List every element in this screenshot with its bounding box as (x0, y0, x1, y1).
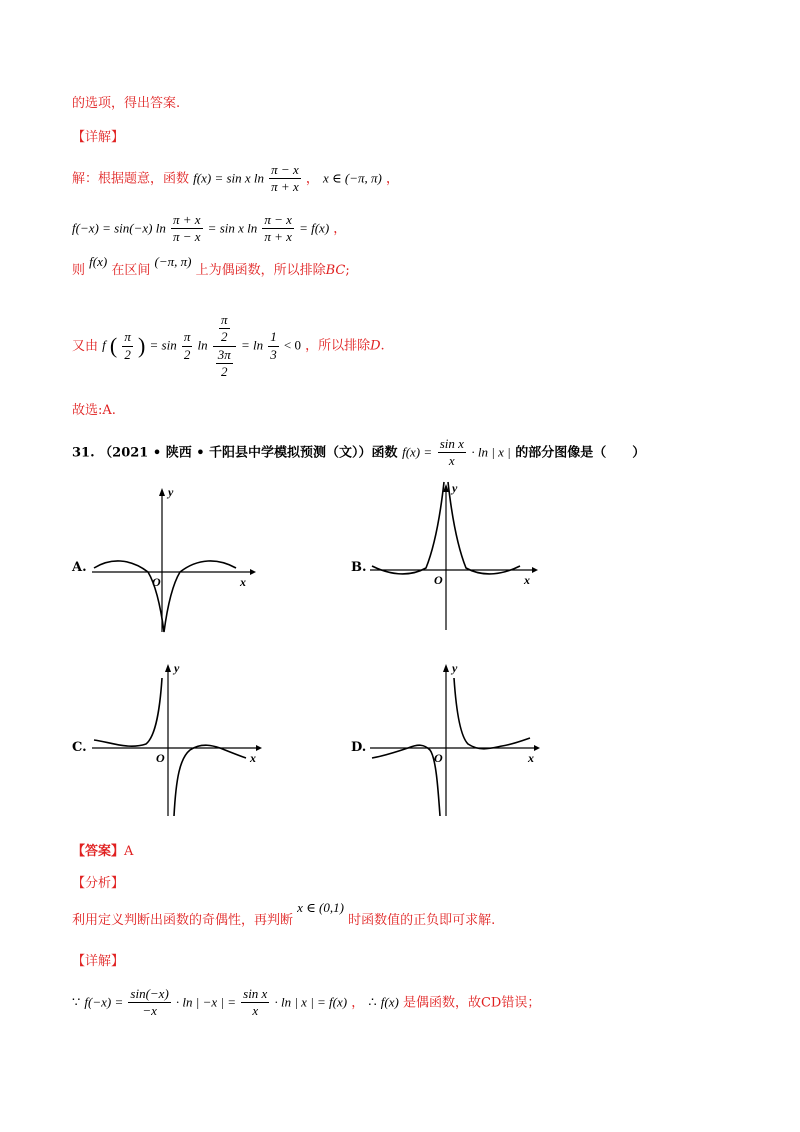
solution-line-3 (72, 254, 350, 279)
detail-mid-2: · ln | x | = f(x) (274, 994, 348, 1010)
fraction (241, 986, 269, 1020)
y-label: y (168, 485, 174, 499)
function-curve (372, 678, 530, 816)
question-stem-end: 的部分图像是（ ） (515, 445, 646, 461)
analysis-condition: x ∈ (0,1) (297, 900, 344, 915)
fraction (122, 329, 133, 363)
denominator: 2 (221, 363, 228, 379)
detail-mid-1: · ln | −x | = (175, 994, 236, 1010)
comma: ， (351, 995, 365, 1011)
option-c-label: C. (72, 740, 87, 755)
sin-part: = sin (149, 337, 177, 353)
then-word: 则 (72, 263, 86, 278)
denominator: x (448, 453, 455, 469)
origin-label: O (434, 751, 443, 765)
y-arrow (443, 664, 449, 672)
y-label: y (174, 661, 180, 675)
comma: ， (333, 221, 347, 237)
function-lhs: f(x) = (402, 444, 433, 460)
solution-line-1-prefix: 解：根据题意，函数 (72, 171, 190, 187)
interval-word: 在区间 (111, 263, 151, 278)
function-definition: f(x) = sin x ln (193, 170, 265, 186)
graph-option-c (90, 658, 265, 820)
denominator: 3 (270, 346, 277, 362)
x-label: x (240, 575, 246, 589)
denominator: −x (142, 1003, 157, 1019)
numerator: 1 (268, 329, 279, 346)
fraction (269, 162, 301, 196)
answer-label: 【答案】 (72, 844, 125, 859)
even-check-lhs: f(−x) = sin(−x) ln (72, 220, 166, 236)
fraction (128, 986, 170, 1020)
left-paren: ( (109, 332, 118, 358)
numerator: π (182, 329, 193, 346)
graph-option-b (368, 478, 543, 633)
fraction (262, 212, 294, 246)
x-label: x (524, 573, 530, 587)
denominator: π + x (271, 179, 299, 195)
even-check-mid: = sin x ln (207, 220, 258, 236)
y-arrow (165, 664, 171, 672)
excluded-options: BC (325, 263, 346, 278)
origin-label: O (434, 573, 443, 587)
question-number: 31. (72, 445, 95, 461)
y-arrow (159, 488, 165, 496)
inner-fraction (219, 312, 230, 346)
function-fx: f(x) (380, 994, 399, 1010)
denominator: π + x (264, 229, 292, 245)
analysis-post: 时函数值的正负即可求解. (348, 913, 496, 928)
ln-part: ln (197, 337, 208, 353)
origin-label: O (156, 751, 165, 765)
numerator (213, 312, 236, 347)
analysis-line (72, 900, 496, 929)
therefore-symbol: ∴ (368, 994, 377, 1010)
function-curve (94, 678, 246, 816)
comma: ， (305, 171, 319, 187)
detail-conclusion: 是偶函数，故CD错误； (402, 995, 541, 1011)
denominator: 2 (221, 329, 228, 345)
option-d-label: D. (351, 740, 367, 755)
even-check-rhs: = f(x) (299, 220, 330, 236)
numerator: sin x (241, 986, 269, 1003)
analysis-pre: 利用定义判断出函数的奇偶性，再判断 (72, 913, 294, 928)
question-source: （2021 • 陕西 • 千阳县中学模拟预测（文））函数 (99, 445, 398, 461)
numerator: π + x (171, 212, 203, 229)
x-label: x (250, 751, 256, 765)
question-31 (72, 436, 645, 470)
numerator: π − x (269, 162, 301, 179)
numerator: 3π (216, 347, 233, 364)
because-symbol: ∵ (72, 994, 81, 1010)
domain: x ∈ (−π, π) (323, 170, 382, 186)
compound-fraction (213, 312, 236, 380)
denominator: x (252, 1003, 259, 1019)
ln-part: = ln (240, 337, 264, 353)
right-paren: ) (138, 332, 146, 358)
detail-lhs: f(−x) = (84, 994, 124, 1010)
choice-line: 故选:A. (72, 403, 116, 418)
detail-line (72, 986, 540, 1020)
numerator: sin x (438, 436, 466, 453)
answer-line (72, 844, 133, 860)
inner-fraction (216, 347, 233, 381)
denominator: π − x (172, 229, 201, 245)
even-conclusion: 上为偶函数，所以排除 (195, 263, 326, 278)
solution-line-4 (72, 312, 385, 380)
semicolon: ; (345, 263, 350, 278)
fraction (268, 329, 279, 363)
numerator: π (122, 329, 133, 346)
x-arrow (250, 569, 256, 575)
y-label: y (452, 481, 458, 495)
denominator: 2 (183, 346, 191, 362)
numerator: sin(−x) (128, 986, 170, 1003)
numerator: π − x (262, 212, 294, 229)
interval: (−π, π) (154, 254, 192, 269)
inequality: < 0 (283, 337, 301, 353)
comma: ， (386, 171, 400, 187)
detail-heading-1: 【详解】 (72, 130, 125, 145)
origin-label: O (152, 575, 161, 589)
option-a-label: A. (72, 560, 87, 575)
y-label: y (452, 661, 458, 675)
denominator (213, 347, 236, 381)
solution-line-2 (72, 212, 346, 246)
fraction (182, 329, 193, 363)
function-tail: · ln | x | (471, 444, 511, 460)
graph-option-d (368, 658, 543, 820)
intro-line: 的选项，得出答案. (72, 96, 181, 111)
exclusion-text: ，所以排除 (305, 338, 371, 354)
x-label: x (528, 751, 534, 765)
detail-heading-2: 【详解】 (72, 954, 125, 969)
graph-option-a (90, 482, 260, 637)
excluded-option: D (370, 338, 381, 354)
function-f: f (102, 337, 106, 353)
x-arrow (532, 567, 538, 573)
function-fx: f(x) (89, 254, 108, 269)
x-arrow (256, 745, 262, 751)
solution-line-1 (72, 162, 399, 196)
x-arrow (534, 745, 540, 751)
option-b-label: B. (351, 560, 367, 575)
numerator: π (219, 312, 230, 329)
analysis-label: 【分析】 (72, 876, 125, 891)
period: . (380, 338, 385, 354)
also-word: 又由 (72, 338, 99, 354)
fraction (438, 436, 466, 470)
denominator: 2 (124, 346, 131, 362)
fraction (171, 212, 203, 246)
answer-value: A (124, 844, 134, 859)
